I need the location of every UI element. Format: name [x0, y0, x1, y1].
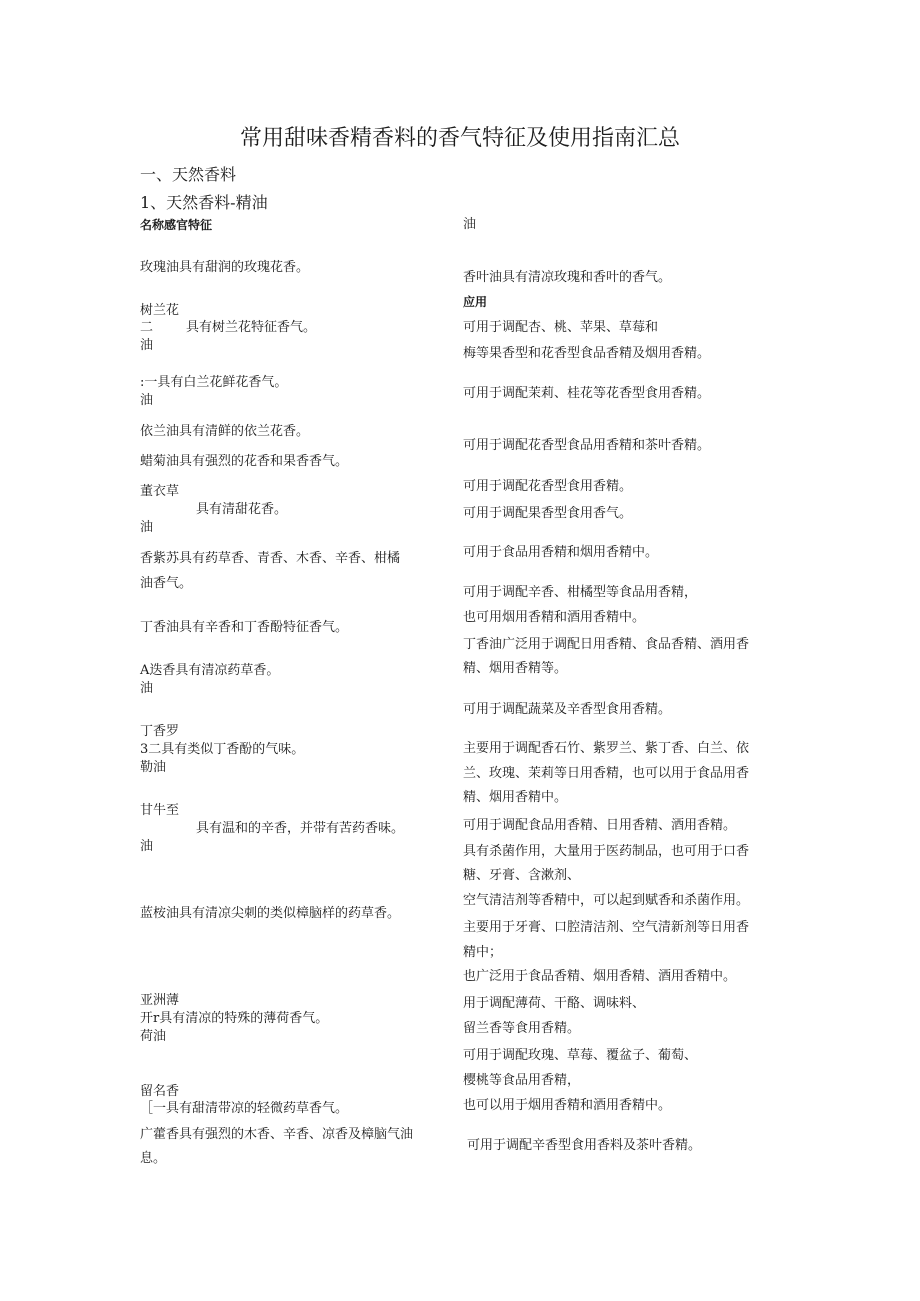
left-line: 油	[140, 393, 154, 408]
right-line: 可用于调配食品用香精、日用香精、酒用香精。	[463, 818, 737, 833]
left-line: 广藿香具有强烈的木香、辛香、凉香及樟脑气油	[140, 1127, 414, 1142]
left-line: 依兰油具有清鲜的依兰花香。	[140, 424, 310, 439]
left-line: 油	[140, 338, 154, 353]
left-line: 留名香	[140, 1084, 180, 1099]
left-line: 具有清甜花香。	[196, 502, 288, 517]
right-line: 精、烟用香精等。	[463, 661, 568, 676]
right-line: 樱桃等食品用香精，	[463, 1073, 581, 1088]
left-line: 董衣草	[140, 484, 180, 499]
left-line: 息。	[140, 1151, 167, 1166]
left-line: 玫瑰油具有甜润的玫瑰花香。	[140, 260, 310, 275]
column-header-name: 名称感官特征	[140, 218, 213, 232]
right-line: 可用于食品用香精和烟用香精中。	[463, 545, 659, 560]
document-title: 常用甜味香精香料的香气特征及使用指南汇总	[239, 126, 680, 151]
left-line: 树兰花	[140, 303, 180, 318]
left-line: A迭香具有清凉药草香。	[140, 663, 280, 678]
right-line: 可用于调配花香型食用香精。	[463, 479, 633, 494]
left-line: 油	[140, 839, 154, 854]
right-line: 用于调配薄荷、干酪、调味料、	[463, 996, 646, 1011]
right-line: 主要用于调配香石竹、紫罗兰、紫丁香、白兰、依	[463, 741, 750, 756]
right-line: 精中；	[463, 945, 503, 960]
right-line: 香叶油具有清凉玫瑰和香叶的香气。	[463, 270, 672, 285]
right-line: 可用于调配茉莉、桂花等花香型食用香精。	[463, 386, 711, 401]
left-line: 开r具有清凉的特殊的薄荷香气。	[140, 1011, 329, 1026]
left-line: 蜡菊油具有强烈的花香和果香香气。	[140, 454, 349, 469]
column-header-application: 应用	[463, 295, 488, 309]
right-line: 糖、牙膏、含漱剂、	[463, 868, 581, 883]
right-line: 可用于调配杏、桃、苹果、草莓和	[463, 320, 659, 335]
left-line: 具有温和的辛香，并带有苦药香味。	[196, 821, 405, 836]
left-line: 蓝桉油具有清凉尖刺的类似樟脑样的药草香。	[140, 906, 401, 921]
left-line: :一具有白兰花鲜花香气。	[140, 375, 288, 390]
right-line: 留兰香等食用香精。	[463, 1021, 581, 1036]
left-line: 油	[140, 520, 154, 535]
left-line: 3二具有类似丁香酚的气味。	[140, 742, 305, 757]
left-line: 油香气。	[140, 576, 193, 591]
left-line: 丁香油具有辛香和丁香酚特征香气。	[140, 620, 349, 635]
right-line: 可用于调配辛香、柑橘型等食品用香精，	[463, 585, 698, 600]
left-line: 具有树兰花特征香气。	[186, 320, 317, 335]
left-line: 甘牛至	[140, 803, 180, 818]
right-line: 精、烟用香精中。	[463, 790, 568, 805]
right-line: 具有杀菌作用，大量用于医药制品，也可用于口香	[463, 844, 750, 859]
left-line: 荷油	[140, 1029, 167, 1044]
right-line: 丁香油广泛用于调配日用香精、食品香精、酒用香	[463, 637, 750, 652]
right-line: 可用于调配花香型食品用香精和茶叶香精。	[463, 438, 711, 453]
right-line: 主要用于牙膏、口腔清洁剂、空气清新剂等日用香	[463, 920, 750, 935]
left-line: 丁香罗	[140, 724, 180, 739]
right-line: 可用于调配蔬菜及辛香型食用香精。	[463, 702, 672, 717]
right-line: 也可用烟用香精和酒用香精中。	[463, 610, 646, 625]
left-line: 勒油	[140, 760, 167, 775]
right-line: 油	[463, 217, 477, 232]
left-line: 二	[140, 320, 154, 335]
left-line: ［一具有甜清带凉的轻微药草香气。	[140, 1101, 349, 1116]
right-line: 也广泛用于食品香精、烟用香精、酒用香精中。	[463, 969, 737, 984]
right-line: 可用于调配果香型食用香气。	[463, 506, 633, 521]
section-heading: 一、天然香料	[140, 165, 237, 184]
right-line: 可用于调配辛香型食用香料及茶叶香精。	[467, 1138, 702, 1153]
right-line: 空气清洁剂等香精中，可以起到赋香和杀菌作用。	[463, 893, 750, 908]
right-line: 梅等果香型和花香型食品香精及烟用香精。	[463, 346, 711, 361]
right-line: 可用于调配玫瑰、草莓、覆盆子、葡萄、	[463, 1048, 698, 1063]
right-line: 也可以用于烟用香精和酒用香精中。	[463, 1098, 672, 1113]
right-line: 兰、玫瑰、茉莉等日用香精，也可以用于食品用香	[463, 766, 750, 781]
left-line: 油	[140, 681, 154, 696]
left-line: 香紫苏具有药草香、青香、木香、辛香、柑橘	[140, 551, 401, 566]
subsection-heading: 1、天然香料-精油	[140, 193, 268, 212]
left-line: 亚洲薄	[140, 993, 180, 1008]
